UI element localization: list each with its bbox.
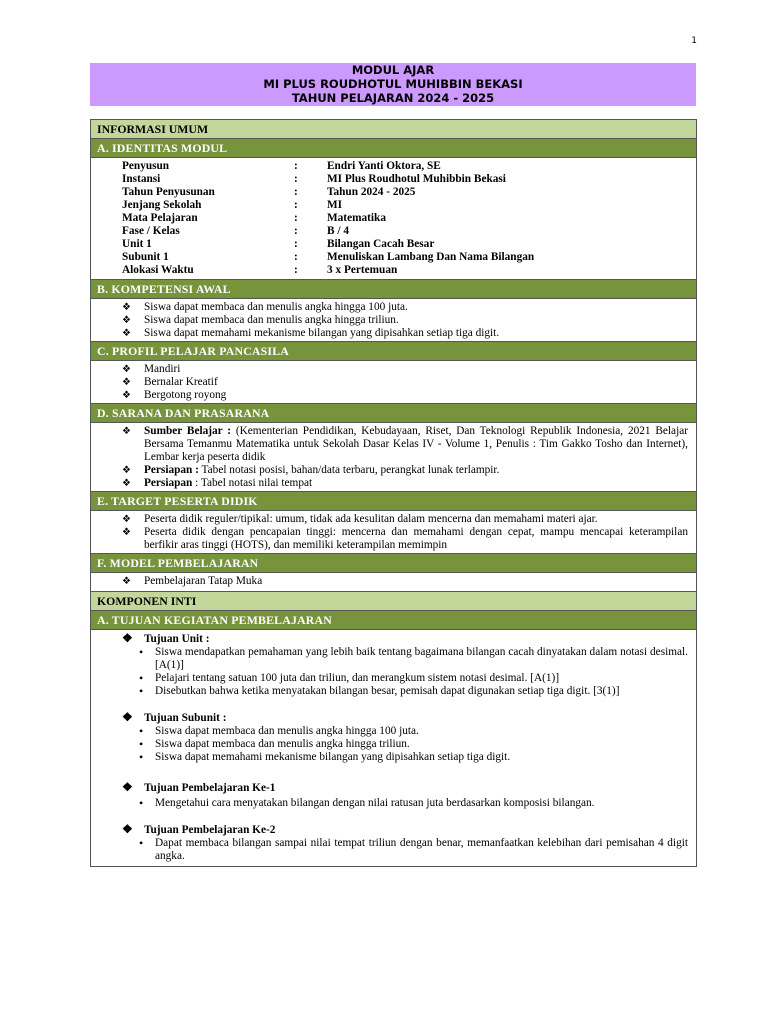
tujuan-subunit — [122, 712, 688, 764]
profil-list — [91, 361, 696, 403]
list-item: • Disebutkan bahwa ketika menyatakan bilangan besar, pemisah dapat digunakan setiap tiga digit. [3(1)] — [139, 685, 688, 698]
tujuan-unit-list — [122, 646, 688, 698]
identitas-label: Penyusun — [122, 160, 170, 172]
list-item: ❖ Siswa dapat membaca dan menulis angka hingga triliun. — [122, 314, 688, 327]
list-item: • Dapat membaca bilangan sampai nilai tempat triliun dengan benar, memanfaatkan kelebihan dari pemisahan 4 digit angka. — [139, 837, 688, 863]
tujuan-ke1 — [122, 782, 688, 810]
tujuan-ke1-title: ❖ Tujuan Pembelajaran Ke-1 — [122, 782, 688, 795]
kompetensi-header: B. KOMPETENSI AWAL — [91, 280, 696, 299]
komponen-inti-header: KOMPONEN INTI — [91, 592, 696, 611]
list-item: • Pelajari tentang satuan 100 juta dan triliun, dan merangkum sistem notasi desimal. [A(1)] — [139, 672, 688, 685]
identitas-sep: : — [294, 186, 298, 198]
tujuan-ke2 — [122, 824, 688, 863]
identitas-value: Menuliskan Lambang Dan Nama Bilangan — [327, 251, 535, 263]
list-item — [122, 477, 688, 490]
identitas-value: Bilangan Cacah Besar — [327, 238, 435, 250]
tujuan-ke2-list — [122, 837, 688, 863]
identitas-value: Tahun 2024 - 2025 — [327, 186, 416, 198]
list-item: ❖ Siswa dapat memahami mekanisme bilangan yang dipisahkan setiap tiga digit. — [122, 327, 688, 340]
target-header: E. TARGET PESERTA DIDIK — [91, 492, 696, 511]
informasi-umum-header: INFORMASI UMUM — [91, 120, 696, 139]
list-item — [122, 464, 688, 477]
identitas-label: Subunit 1 — [122, 251, 169, 263]
page-number: 1 — [691, 36, 697, 46]
kompetensi-section — [91, 299, 696, 342]
module-table — [90, 119, 697, 867]
identitas-section — [91, 158, 696, 280]
profil-section — [91, 361, 696, 404]
list-item: ❖ Peserta didik reguler/tipikal: umum, tidak ada kesulitan dalam mencerna dan memahami materi ajar. — [122, 513, 688, 526]
identitas-sep: : — [294, 173, 298, 185]
sarana-section — [91, 423, 696, 492]
identitas-value: 3 x Pertemuan — [327, 264, 398, 276]
tujuan-ke2-title: ❖ Tujuan Pembelajaran Ke-2 — [122, 824, 688, 837]
tujuan-subunit-title: ❖ Tujuan Subunit : — [122, 712, 688, 725]
list-item: ❖ Mandiri — [122, 363, 688, 376]
sarana-list — [91, 423, 696, 491]
identitas-sep: : — [294, 160, 298, 172]
model-header: F. MODEL PEMBELAJARAN — [91, 554, 696, 573]
sarana-label: Sumber Belajar : — [144, 425, 232, 437]
model-section — [91, 573, 696, 592]
tujuan-unit-title: ❖ Tujuan Unit : — [122, 633, 688, 646]
identitas-sep: : — [294, 251, 298, 263]
identitas-label: Mata Pelajaran — [122, 212, 198, 224]
model-list — [91, 573, 696, 591]
identitas-label: Fase / Kelas — [122, 225, 180, 237]
kompetensi-list — [91, 299, 696, 341]
tujuan-ke1-list — [122, 797, 688, 810]
list-item: ❖ Siswa dapat membaca dan menulis angka hingga 100 juta. — [122, 301, 688, 314]
identitas-sep: : — [294, 212, 298, 224]
target-section — [91, 511, 696, 554]
identitas-value: B / 4 — [327, 225, 349, 237]
sarana-header: D. SARANA DAN PRASARANA — [91, 404, 696, 423]
list-item: • Siswa mendapatkan pemahaman yang lebih baik tentang bagaimana bilangan cacah dinyatakan dalam notasi desimal. [A(1)] — [139, 646, 688, 672]
document-title — [90, 63, 696, 106]
identitas-label: Instansi — [122, 173, 161, 185]
list-item: • Siswa dapat memahami mekanisme bilangan yang dipisahkan setiap tiga digit. — [139, 751, 688, 764]
identitas-value: Endri Yanti Oktora, SE — [327, 160, 441, 172]
identitas-value: MI Plus Roudhotul Muhibbin Bekasi — [327, 173, 506, 185]
tujuan-subunit-list — [122, 725, 688, 764]
identitas-label: Jenjang Sekolah — [122, 199, 202, 211]
identitas-value: Matematika — [327, 212, 386, 224]
sarana-text: : Tabel notasi nilai tempat — [192, 477, 313, 489]
tujuan-content — [91, 630, 696, 863]
target-list — [91, 511, 696, 553]
list-item: ❖ Pembelajaran Tatap Muka — [122, 575, 688, 588]
identitas-value: MI — [327, 199, 343, 211]
title-line-3: TAHUN PELAJARAN 2024 - 2025 — [291, 91, 495, 105]
profil-header: C. PROFIL PELAJAR PANCASILA — [91, 342, 696, 361]
tujuan-section — [91, 630, 696, 863]
tujuan-unit — [122, 633, 688, 698]
list-item — [122, 425, 688, 464]
identitas-label: Alokasi Waktu — [122, 264, 194, 276]
list-item: ❖ Bernalar Kreatif — [122, 376, 688, 389]
title-line-2: MI PLUS ROUDHOTUL MUHIBBIN BEKASI — [263, 77, 523, 91]
identitas-header: A. IDENTITAS MODUL — [91, 139, 696, 158]
identitas-label: Tahun Penyusunan — [122, 186, 215, 198]
identitas-sep: : — [294, 225, 298, 237]
list-item: ❖ Peserta didik dengan pencapaian tinggi: mencerna dan memahami dengan cepat, mampu mencapai keterampilan berfikir aras tinggi (HOTS), dan memiliki keterampilan memimpin — [122, 526, 688, 552]
tujuan-header: A. TUJUAN KEGIATAN PEMBELAJARAN — [91, 611, 696, 630]
sarana-label: Persiapan — [144, 477, 193, 489]
list-item: • Siswa dapat membaca dan menulis angka hingga 100 juta. — [139, 725, 688, 738]
sarana-text: (Kementerian Pendidikan, Kebudayaan, Riset, Dan Teknologi Republik Indonesia, 2021 Belajar Bersama Temanmu Matematika untuk Sekolah Dasar Kelas IV - Volume 1, Penulis : Tim Gakko Tosho dan Internet), Lembar kerja peserta didik — [144, 425, 688, 463]
list-item: ❖ Bergotong royong — [122, 389, 688, 402]
identitas-label: Unit 1 — [122, 238, 152, 250]
identitas-grid — [91, 158, 696, 279]
sarana-label: Persiapan : — [144, 464, 199, 476]
sarana-text: Tabel notasi posisi, bahan/data terbaru, perangkat lunak terlampir. — [198, 464, 500, 476]
identitas-sep: : — [294, 199, 298, 211]
identitas-sep: : — [294, 264, 298, 276]
identitas-sep: : — [294, 238, 298, 250]
list-item: • Mengetahui cara menyatakan bilangan dengan nilai ratusan juta berdasarkan komposisi bilangan. — [139, 797, 688, 810]
list-item: • Siswa dapat membaca dan menulis angka hingga triliun. — [139, 738, 688, 751]
title-line-1: MODUL AJAR — [351, 63, 435, 77]
